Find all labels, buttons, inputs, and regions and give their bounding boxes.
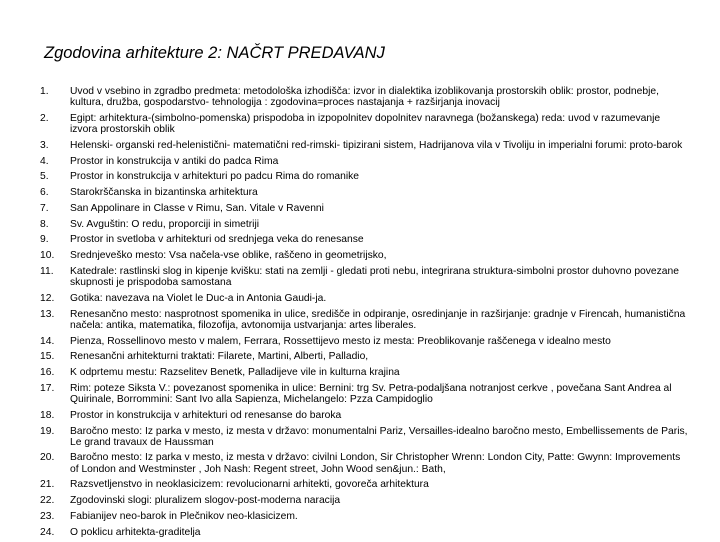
list-item [40,309,690,331]
list-item-number: 8. [40,218,49,230]
list-item [40,479,690,490]
list-item-number: 18. [40,409,55,421]
list-item [40,86,690,108]
list-item-number: 7. [40,202,49,214]
list-item-text: Prostor in konstrukcija v arhitekturi od renesanse do baroka [70,409,342,421]
list-item-text: K odprtemu mestu: Razselitev Benetk, Palladijeve vile in kulturna krajina [70,367,400,379]
lecture-plan-list [40,86,690,542]
list-item-number: 22. [40,495,55,507]
list-item-number: 16. [40,367,55,379]
list-item-text: Rim: poteze Siksta V.: povezanost spomenika in ulice: Bernini: trg Sv. Petra-podaljšana notranjost cerkve , povečana Sant Andrea al Quirinale, Borrommini: Sant Ivo alla Sapienza, Michelangelo: Pzza Campidoglio [70,382,672,406]
list-item-text: Razsvetljenstvo in neoklasicizem: revolucionarni arhitekti, govoreča arhitektura [70,479,429,491]
list-item-number: 2. [40,112,49,124]
list-item-number: 10. [40,250,55,262]
list-item-text: Fabianijev neo-barok in Plečnikov neo-klasicizem. [70,510,298,522]
list-item [40,495,690,506]
list-item [40,187,690,198]
list-item-text: Gotika: navezava na Violet le Duc-a in Antonia Gaudi-ja. [70,292,327,304]
list-item-number: 13. [40,308,55,320]
list-item [40,234,690,245]
list-item [40,367,690,378]
list-item-number: 23. [40,510,55,522]
list-item-text: Renesančno mesto: nasprotnost spomenika in ulice, središče in odpiranje, osredinjanje in razširjanje: gradnje v Firencah, humanistična načela: antika, matematika, filozofija, avtonomija ustvarjanja: artes liberales. [70,308,686,331]
list-item-text: Starokrščanska in bizantinska arhitektura [70,187,258,199]
list-item-number: 20. [40,452,55,464]
list-item-text: Renesančni arhitekturni traktati: Filarete, Martini, Alberti, Palladio, [70,351,369,363]
list-item-text: Egipt: arhitektura-(simbolno-pomenska) prispodoba in izpopolnitev dopolnitev naravnega (božanskega) reda: uvod v razumevanje izvora prostorskih oblik [70,112,661,136]
list-item-number: 15. [40,351,55,363]
list-item-text: Prostor in svetloba v arhitekturi od srednjega veka do renesanse [70,234,364,246]
list-item [40,293,690,304]
page-title: Zgodovina arhitekture 2: NAČRT PREDAVANJ [44,44,385,62]
list-item [40,383,690,405]
list-item-text: Helenski- organski red-helenistični- matematični red-rimski- tipizirani sistem, Hadrijanova vila v Tivoliju in imperialni forumi: proto-barok [70,139,683,151]
list-item [40,351,690,362]
list-item [40,527,690,538]
list-item [40,113,690,135]
list-item-text: Zgodovinski slogi: pluralizem slogov-post-moderna naracija [70,495,341,507]
list-item-text: O poklicu arhitekta-graditelja [70,526,201,538]
list-item-number: 1. [40,86,49,97]
list-item [40,336,690,347]
list-item-text: Pienza, Rossellinovo mesto v malem, Ferrara, Rossettijevo mesto iz mesta: Preoblikovanje raščenega v idealno mesto [70,335,611,347]
list-item [40,511,690,522]
list-item [40,250,690,261]
list-item-number: 9. [40,234,49,246]
list-item [40,410,690,421]
list-item [40,426,690,448]
list-item [40,140,690,151]
list-item-number: 12. [40,292,55,304]
list-item-text: Baročno mesto: Iz parka v mesto, iz mesta v državo: civilni London, Sir Christopher Wrenn: London City, Patte: Gwynn: Improvements of London and Westminster , Joh Nash: Regent street, John Wood sen&jun.: Bath, [70,452,681,475]
list-item-text: Uvod v vsebino in zgradbo predmeta: metodološka izhodišča: izvor in dialektika izoblikovanja prostorskih oblik: prostor, podnebje, kultura, družba, gospodarstvo- tehnologija : zgodovina=proces nastajanja + razširjanja inovacij [70,86,659,109]
list-item-number: 3. [40,139,49,151]
list-item-number: 14. [40,335,55,347]
list-item [40,219,690,230]
list-item [40,156,690,167]
list-item-number: 11. [40,265,54,277]
list-item [40,171,690,182]
list-item-number: 4. [40,155,49,167]
list-item-number: 21. [40,479,55,491]
list-item-number: 5. [40,171,49,183]
list-item-text: Prostor in konstrukcija v antiki do padca Rima [70,155,279,167]
list-item-text: Sv. Avguštin: O redu, proporciji in simetriji [70,218,260,230]
list-item-number: 6. [40,187,49,199]
list-item [40,266,690,288]
list-item-text: San Appolinare in Classe v Rimu, San. Vitale v Ravenni [70,202,324,214]
list-item [40,452,690,474]
list-item [40,203,690,214]
list-item-number: 19. [40,425,55,437]
list-item-number: 17. [40,382,55,394]
list-item-text: Srednjeveško mesto: Vsa načela-vse oblike, raščeno in geometrijsko, [70,250,387,262]
list-item-text: Prostor in konstrukcija v arhitekturi po padcu Rima do romanike [70,171,360,183]
list-item-text: Katedrale: rastlinski slog in kipenje kvišku: stati na zemlji - gledati proti nebu, integrirana struktura-simbolni prostor duhovno povezane skupnosti je prispodoba samostana [70,265,679,289]
list-item-number: 24. [40,526,55,538]
list-item-text: Baročno mesto: Iz parka v mesto, iz mesta v državo: monumentalni Pariz, Versailles-idealno baročno mesto, Embellissements de Paris, Le grand travaux de Haussman [70,425,688,448]
